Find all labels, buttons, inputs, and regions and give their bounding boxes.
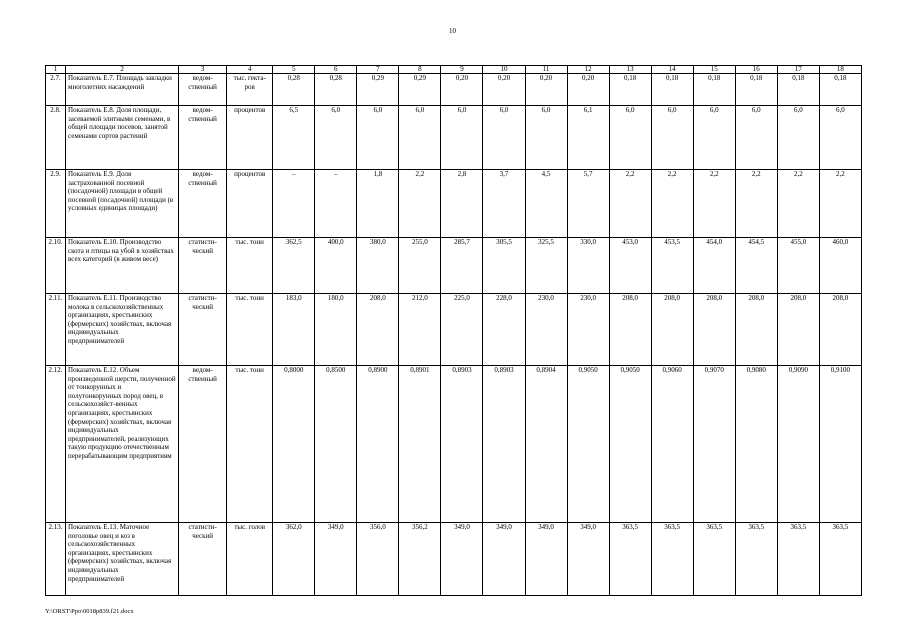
unit-of-measure: тыс. гекта-ров — [227, 74, 273, 106]
row-number: 2.13. — [46, 523, 66, 596]
indicator-value: 183,0 — [273, 294, 315, 366]
document-file-path: Y:\ORST\Ppo\0018p839.f21.docx — [45, 608, 134, 615]
indicator-name: Показатель Е.12. Объем произведенной шерсти, полученной от тонкорунных и полутонкорунных пород овец, в сельскохозяйст-венных организациях, крестьянских (фермерских) хозяйствах, включая индивидуальных предпринимателей, реализующих такую продукцию отечественным перерабатывающим предприятиям — [66, 366, 179, 523]
data-source: ведом-ственный — [179, 106, 227, 170]
unit-of-measure: тыс. тонн — [227, 238, 273, 294]
indicator-value: 362,0 — [273, 523, 315, 596]
column-number-1: 1 — [46, 66, 66, 74]
indicator-name: Показатель Е.8. Доля площади, засеваемой элитными семенами, в общей площади посевов, занятой семенами сортов растений — [66, 106, 179, 170]
indicator-value: 180,0 — [315, 294, 357, 366]
data-source: статисти-ческий — [179, 294, 227, 366]
row-number: 2.9. — [46, 170, 66, 238]
indicator-value: – — [315, 170, 357, 238]
row-number: 2.10. — [46, 238, 66, 294]
indicator-value: 208,0 — [819, 294, 861, 366]
indicator-value: 454,5 — [735, 238, 777, 294]
indicator-value: 6,0 — [777, 106, 819, 170]
indicator-value: 0,28 — [315, 74, 357, 106]
indicator-value: 2,2 — [651, 170, 693, 238]
column-number-16: 16 — [735, 66, 777, 74]
indicator-value: 363,5 — [651, 523, 693, 596]
indicator-value: 349,0 — [525, 523, 567, 596]
indicator-value: 208,0 — [357, 294, 399, 366]
indicator-value: 0,8900 — [357, 366, 399, 523]
indicator-value: 455,0 — [777, 238, 819, 294]
column-number-18: 18 — [819, 66, 861, 74]
column-number-17: 17 — [777, 66, 819, 74]
unit-of-measure: тыс. голов — [227, 523, 273, 596]
column-number-3: 3 — [179, 66, 227, 74]
indicator-value: 356,2 — [399, 523, 441, 596]
unit-of-measure: тыс. тонн — [227, 366, 273, 523]
column-number-13: 13 — [609, 66, 651, 74]
column-number-14: 14 — [651, 66, 693, 74]
indicator-value: 285,7 — [441, 238, 483, 294]
indicator-value: 0,18 — [777, 74, 819, 106]
table-row — [46, 294, 862, 366]
indicator-value: 6,0 — [735, 106, 777, 170]
indicator-value: 363,5 — [819, 523, 861, 596]
indicator-value: 349,0 — [567, 523, 609, 596]
indicator-value: 6,0 — [819, 106, 861, 170]
indicator-value: 330,0 — [567, 238, 609, 294]
indicator-value: 363,5 — [735, 523, 777, 596]
indicator-value: 0,20 — [567, 74, 609, 106]
indicator-value: 6,0 — [525, 106, 567, 170]
indicator-value: 0,9060 — [651, 366, 693, 523]
indicator-value: 0,9090 — [777, 366, 819, 523]
data-source: статисти-ческий — [179, 238, 227, 294]
indicator-value: 208,0 — [609, 294, 651, 366]
indicator-value: 0,9100 — [819, 366, 861, 523]
row-number: 2.8. — [46, 106, 66, 170]
indicator-value: 0,18 — [651, 74, 693, 106]
column-number-9: 9 — [441, 66, 483, 74]
indicator-value: 6,0 — [651, 106, 693, 170]
table-row — [46, 74, 862, 106]
indicator-value: 208,0 — [651, 294, 693, 366]
indicator-value: 5,7 — [567, 170, 609, 238]
indicator-value: 2,2 — [819, 170, 861, 238]
indicator-value: 0,9080 — [735, 366, 777, 523]
column-number-4: 4 — [227, 66, 273, 74]
table-row — [46, 238, 862, 294]
indicator-value: 2,2 — [609, 170, 651, 238]
indicator-value: 380,0 — [357, 238, 399, 294]
indicator-value: 6,0 — [483, 106, 525, 170]
indicator-value: 349,0 — [483, 523, 525, 596]
indicator-value: 4,5 — [525, 170, 567, 238]
indicator-value: 0,18 — [735, 74, 777, 106]
indicator-value: 208,0 — [735, 294, 777, 366]
indicator-value: 6,5 — [273, 106, 315, 170]
indicator-value: 0,8000 — [273, 366, 315, 523]
indicator-value: 363,5 — [693, 523, 735, 596]
indicator-value: 208,0 — [777, 294, 819, 366]
indicator-name: Показатель Е.11. Производство молока в сельскохозяйственных организациях, крестьянских (фермерских) хозяйствах, включая индивидуальных предпринимателей — [66, 294, 179, 366]
indicator-value: 230,0 — [525, 294, 567, 366]
column-number-row — [46, 66, 862, 74]
data-source: статисти-ческий — [179, 523, 227, 596]
indicator-value: 305,5 — [483, 238, 525, 294]
indicator-value: 356,0 — [357, 523, 399, 596]
indicator-value: 0,8901 — [399, 366, 441, 523]
indicator-value: 212,0 — [399, 294, 441, 366]
indicators-table — [45, 65, 862, 596]
row-number: 2.7. — [46, 74, 66, 106]
indicator-value: 3,7 — [483, 170, 525, 238]
column-number-12: 12 — [567, 66, 609, 74]
indicator-value: 0,29 — [399, 74, 441, 106]
column-number-2: 2 — [66, 66, 179, 74]
column-number-5: 5 — [273, 66, 315, 74]
indicator-value: 225,0 — [441, 294, 483, 366]
indicator-value: 0,9070 — [693, 366, 735, 523]
column-number-10: 10 — [483, 66, 525, 74]
indicator-value: 1,8 — [357, 170, 399, 238]
column-number-6: 6 — [315, 66, 357, 74]
table-row — [46, 106, 862, 170]
indicator-value: 6,0 — [399, 106, 441, 170]
indicator-value: 6,0 — [315, 106, 357, 170]
indicator-value: 0,8500 — [315, 366, 357, 523]
indicator-value: 6,0 — [609, 106, 651, 170]
indicator-value: 255,0 — [399, 238, 441, 294]
indicator-value: 0,20 — [441, 74, 483, 106]
data-source: ведом-ственный — [179, 366, 227, 523]
indicator-value: 2,8 — [441, 170, 483, 238]
indicator-value: 349,0 — [315, 523, 357, 596]
indicator-name: Показатель Е.7. Площадь закладки многолетних насаждений — [66, 74, 179, 106]
indicator-value: 2,2 — [735, 170, 777, 238]
indicator-value: 0,8904 — [525, 366, 567, 523]
indicator-value: 6,0 — [357, 106, 399, 170]
indicator-value: 6,1 — [567, 106, 609, 170]
indicator-value: 0,18 — [819, 74, 861, 106]
table-row — [46, 366, 862, 523]
table-body — [46, 66, 862, 596]
indicator-value: 0,8903 — [483, 366, 525, 523]
indicator-value: 2,2 — [399, 170, 441, 238]
unit-of-measure: тыс. тонн — [227, 294, 273, 366]
indicator-value: 2,2 — [693, 170, 735, 238]
indicator-value: 349,0 — [441, 523, 483, 596]
column-number-15: 15 — [693, 66, 735, 74]
indicator-value: 6,0 — [441, 106, 483, 170]
indicator-name: Показатель Е.13. Маточное поголовье овец и коз в сельскохозяйственных организациях, крестьянских (фермерских) хозяйствах, включая индивидуальных предпринимателей — [66, 523, 179, 596]
unit-of-measure: процентов — [227, 170, 273, 238]
indicator-value: 2,2 — [777, 170, 819, 238]
table-row — [46, 523, 862, 596]
indicator-value: 0,20 — [483, 74, 525, 106]
table-row — [46, 170, 862, 238]
indicator-name: Показатель Е.9. Доля застрахованной посевной (посадочной) площади в общей посевной (посадочной) площади (в условных единицах площади) — [66, 170, 179, 238]
row-number: 2.11. — [46, 294, 66, 366]
indicator-value: 0,18 — [693, 74, 735, 106]
indicator-value: 0,29 — [357, 74, 399, 106]
page-number: 10 — [449, 27, 456, 35]
data-source: ведом-ственный — [179, 74, 227, 106]
indicator-value: 230,0 — [567, 294, 609, 366]
column-number-11: 11 — [525, 66, 567, 74]
indicator-value: 6,0 — [693, 106, 735, 170]
data-source: ведом-ственный — [179, 170, 227, 238]
row-number: 2.12. — [46, 366, 66, 523]
indicator-value: 460,0 — [819, 238, 861, 294]
indicator-value: – — [273, 170, 315, 238]
indicators-table-container — [45, 65, 862, 596]
indicator-value: 454,0 — [693, 238, 735, 294]
unit-of-measure: процентов — [227, 106, 273, 170]
indicator-value: 0,18 — [609, 74, 651, 106]
indicator-value: 0,9050 — [609, 366, 651, 523]
indicator-value: 325,5 — [525, 238, 567, 294]
indicator-value: 0,20 — [525, 74, 567, 106]
indicator-value: 453,0 — [609, 238, 651, 294]
indicator-value: 400,0 — [315, 238, 357, 294]
indicator-value: 453,5 — [651, 238, 693, 294]
indicator-value: 362,5 — [273, 238, 315, 294]
indicator-value: 208,0 — [693, 294, 735, 366]
indicator-value: 363,5 — [609, 523, 651, 596]
indicator-value: 0,8903 — [441, 366, 483, 523]
indicator-value: 228,0 — [483, 294, 525, 366]
column-number-7: 7 — [357, 66, 399, 74]
column-number-8: 8 — [399, 66, 441, 74]
indicator-value: 0,28 — [273, 74, 315, 106]
indicator-value: 363,5 — [777, 523, 819, 596]
indicator-value: 0,9050 — [567, 366, 609, 523]
indicator-name: Показатель Е.10. Производство скота и птицы на убой в хозяйствах всех категорий (в живом весе) — [66, 238, 179, 294]
